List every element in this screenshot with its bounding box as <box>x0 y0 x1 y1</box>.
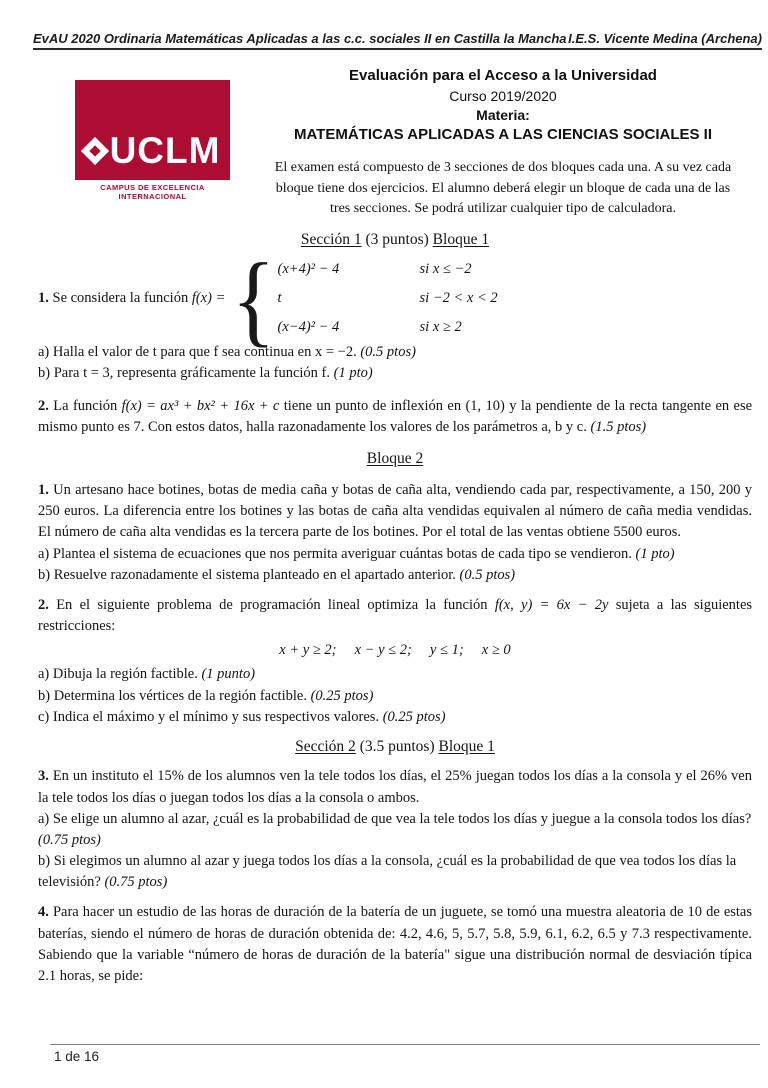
uclm-diamond-inner <box>89 145 100 156</box>
piecewise-brace: { <box>231 241 276 357</box>
problema1-item-b: b) Para t = 3, representa gráficamente la función f. (1 pto) <box>38 365 373 382</box>
problema2-formula: f(x) = ax³ + bx² + 16x + c <box>121 398 280 415</box>
lp-constraints: x + y ≥ 2; x − y ≤ 2; y ≤ 1; x ≥ 0 <box>279 642 511 659</box>
seccion1-points: (3 puntos) <box>365 231 429 249</box>
uclm-logo-row <box>85 132 221 169</box>
uclm-logo-caption: CAMPUS DE EXCELENCIA INTERNACIONAL <box>100 183 205 201</box>
masthead-materia-label: Materia: <box>476 106 530 123</box>
case-expr: (x−4)² − 4 <box>277 319 340 336</box>
masthead <box>230 66 756 219</box>
masthead-title: Evaluación para el Acceso a la Universidad <box>349 67 657 84</box>
uclm-logo-block <box>75 80 230 219</box>
exam-content <box>0 229 768 987</box>
seccion2-bloque: Bloque 1 <box>438 737 495 755</box>
uclm-logo <box>75 80 230 180</box>
problema3-item-b: b) Si elegimos un alumno al azar y juega todos los días a la consola, ¿cuál es la probabilidad de que vea todos los días la televisión? (0.75 ptos) <box>38 853 737 891</box>
problema3-item-a: a) Se elige un alumno al azar, ¿cuál es la probabilidad de que vea la tele todos los días y juegue a la consola todos los días? (0.75 ptos) <box>38 810 752 848</box>
problema1-item-a: a) Halla el valor de t para que f sea continua en x = −2. (0.5 ptos) <box>38 343 416 360</box>
masthead-subject: MATEMÁTICAS APLICADAS A LAS CIENCIAS SOCIALES II <box>293 125 713 143</box>
case-expr: (x+4)² − 4 <box>277 261 340 278</box>
uclm-logo-text: UCLM <box>109 130 221 171</box>
case-cond: si x ≥ 2 <box>419 319 462 336</box>
bloque2-problema1-item-b: b) Resuelve razonadamente el sistema planteado en el apartado anterior. (0.5 ptos) <box>38 566 516 583</box>
bloque2-problema2-formula: f(x, y) = 6x − 2y <box>494 596 609 613</box>
uclm-diamond-icon <box>80 136 108 164</box>
bloque2-problema1-item-a: a) Plantea el sistema de ecuaciones que nos permita averiguar cuántas botas de cada tipo se vendieron. (1 pto) <box>38 545 675 562</box>
case-expr: t <box>277 290 282 307</box>
case-cond: si −2 < x < 2 <box>419 290 498 307</box>
problema2: 2. La función f(x) = ax³ + bx² + 16x + c tiene un punto de inflexión en (1, 10) y la pendiente de la recta tangente en ese mismo punto es 7. Con estos datos, halla razonadamente los valores de los parámetros a, b y c. (1.5 ptos) <box>38 398 753 436</box>
problema1-fx: f(x) = <box>191 290 226 307</box>
problema4: 4. Para hacer un estudio de las horas de duración de la batería de un juguete, se tomó una muestra aleatoria de 10 de estas baterías, siendo el número de horas de duración obtenida de: 4.2, 4.6, 5, 5.7, 5.8, 5.9, 6.1, 6.2, 6.5 y 7.3 respectivamente. Sabiendo que la variable “número de horas de duración de la batería" sigue una distribución normal de desviación típica 2.1 horas, se pide: <box>38 904 753 984</box>
bloque2-problema2-item-a: a) Dibuja la región factible. (1 punto) <box>38 666 256 683</box>
masthead-row <box>0 66 768 219</box>
page-number: 1 de 16 <box>54 1049 100 1064</box>
running-header <box>33 0 762 50</box>
problema1-lead: 1. Se considera la función f(x) = <box>38 290 226 307</box>
masthead-course: Curso 2019/2020 <box>449 87 557 104</box>
running-header-left: EvAU 2020 Ordinaria Matemáticas Aplicadas a las c.c. sociales II en Castilla la Mancha <box>33 31 567 46</box>
bloque2-title: Bloque 2 <box>366 449 424 467</box>
page-footer <box>50 1044 760 1066</box>
seccion1-bloque: Bloque 1 <box>432 231 490 249</box>
bloque2-problema2-item-c: c) Indica el máximo y el mínimo y sus respectivos valores. (0.25 ptos) <box>38 708 446 725</box>
running-header-right: I.E.S. Vicente Medina (Archena) <box>568 31 762 46</box>
bloque2-problema1: 1. Un artesano hace botines, botas de media caña y botas de caña alta, vendiendo cada par, respectivamente, a 150, 200 y 250 euros. La diferencia entre los botines y las botas de caña alta vendidas equivalen al número de caña media vendidas. El número de caña alta vendidas es la tercera parte de los botines. Por el total de las ventas obtiene 5500 euros. <box>38 482 753 541</box>
case-cond: si x ≤ −2 <box>419 261 472 278</box>
bloque2-heading <box>38 448 752 471</box>
seccion1-title: Sección 1 <box>300 231 362 249</box>
bloque2-problema2-item-b: b) Determina los vértices de la región factible. (0.25 ptos) <box>38 687 374 704</box>
bloque2-problema2: 2. En el siguiente problema de programación lineal optimiza la función f(x, y) = 6x − 2y sujeta a las siguientes restricciones: <box>38 596 753 635</box>
seccion2-title: Sección 2 <box>295 737 356 755</box>
exam-instructions: El examen está compuesto de 3 secciones de dos bloques cada una. A su vez cada bloque tiene dos ejercicios. El alumno deberá elegir un bloque de cada una de las tres secciones. Se podrá utilizar cualquier tipo de calculadora. <box>274 160 732 216</box>
seccion2-heading <box>38 736 752 759</box>
seccion1-heading <box>38 229 752 252</box>
seccion2-points: (3.5 puntos) <box>359 737 435 755</box>
problema3: 3. En un instituto el 15% de los alumnos ven la tele todos los días, el 25% juegan todos los días a la consola y el 26% ven la tele todos los días o juegan todos los días a la consola o ambos. <box>38 768 752 806</box>
piecewise-cases <box>278 259 498 338</box>
